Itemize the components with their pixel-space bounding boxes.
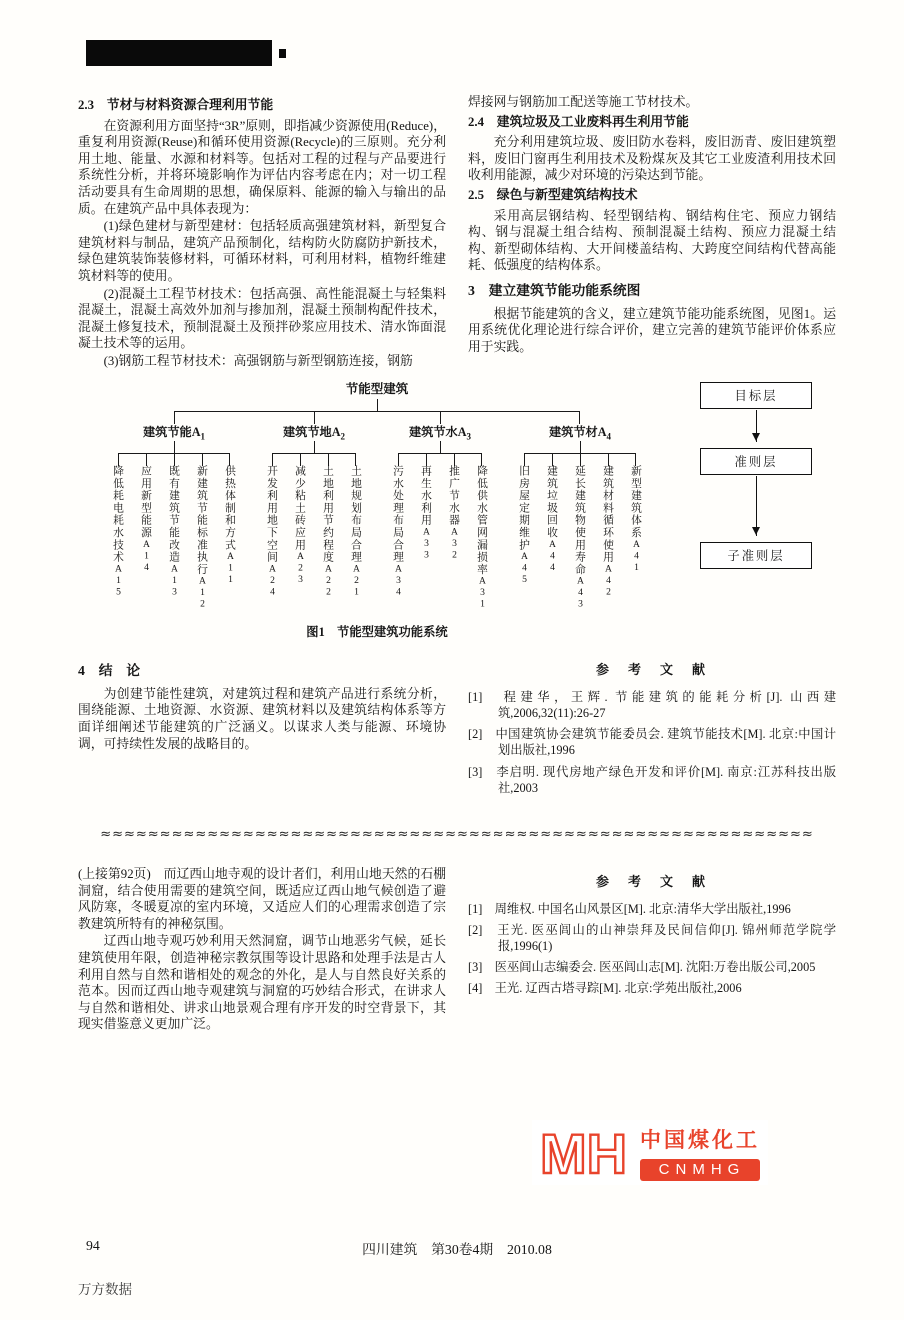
page-content (78, 94, 836, 1034)
section-4-heading: 4 结 论 (78, 663, 141, 679)
figure-caption: 图1 节能型建筑功能系统 (306, 625, 448, 640)
down-arrow-icon (756, 476, 757, 536)
function-system-tree (78, 379, 676, 641)
tree-leaf: 新建筑节能标准执行A12 (188, 453, 216, 610)
paragraph: 充分利用建筑垃圾、废旧防水卷料，废旧沥青、废旧建筑塑料，废旧门窗再生利用技术及粉煤灰及其它工业废渣利用技术回收利用能源，减少对环境的污染达到节能。 (468, 135, 836, 183)
watermark-logo (532, 1120, 768, 1185)
watermark-monogram-icon (540, 1125, 632, 1181)
tree-leaf: 土地规划布局合理A21 (342, 453, 370, 598)
tree-branch-water (377, 411, 503, 611)
layer-box-target: 目标层 (700, 382, 812, 409)
footer (78, 1238, 836, 1258)
tree-leaf: 既有建筑节能改造A13 (160, 453, 188, 598)
hierarchy-layers (676, 379, 836, 641)
tree-leaf: 开发利用地下空间A24 (258, 453, 286, 598)
paragraph: 辽西山地寺观巧妙利用天然洞窟，调节山地恶劣气候，延长建筑使用年限，创造神秘宗教氛围等设计思路和处理手法是古人利用自然与自然和谐相处的观念的外化，是人与自然良好关系的范本。因而辽西山地寺观建筑与洞窟的巧妙结合形式，在讲求人与自然和谐相处、讲求山地景观合理有序开发的时空背景下，其现实借鉴意义更加广泛。 (78, 934, 446, 1032)
tree-leaf: 推广节水器A32 (440, 453, 468, 561)
tree-leaf: 延长建筑物使用寿命A43 (566, 453, 594, 610)
tree-leaf: 污水处理布局合理A34 (384, 453, 412, 598)
layer-box-subcriteria: 子准则层 (700, 542, 812, 569)
right-column-2 (468, 654, 836, 801)
paragraph: 在资源利用方面坚持“3R”原则，即指减少资源使用(Reduce)，重复利用资源(Reuse)和循环使用资源(Recycle)的三原则。充分利用土地、能量、水源和材料等。包括对工程的过程与产品要进行系统性分析，并将环境影响作为评估内容考虑在内；对一切工程活动要具有生命周期的思想，确保原料、能源的输入与输出的品质。在建筑产品中具体表现为： (78, 118, 446, 216)
tree-leaf: 供热体制和方式A11 (216, 453, 244, 586)
tree-branch-material (503, 411, 657, 611)
reference-item: [3] 医巫闾山志编委会. 医巫闾山志[M]. 沈阳:万卷出版公司,2005 (468, 960, 816, 975)
layer-box-criteria: 准则层 (700, 448, 812, 475)
watermark-cn-text: 中国煤化工 (640, 1129, 760, 1152)
tree-branch-label: 建筑节地$A_2$ (282, 424, 346, 441)
paragraph: 采用高层钢结构、轻型钢结构、钢结构住宅、预应力钢结构、钢与混凝土组合结构、预制混凝土结构、预应力混凝土结构、新型砌体结构、大开间楼盖结构、大跨度空间结构代替高能耗、低强度的结构体系。 (468, 208, 836, 273)
branch-subscript: 2 (340, 430, 346, 441)
reference-item: [4] 王光. 辽西古塔寻踪[M]. 北京:学苑出版社,2006 (468, 981, 742, 996)
tree-leaf: 新型建筑体系A41 (622, 453, 650, 573)
paragraph: 根据节能建筑的含义，建立建筑节能功能系统图，见图1。运用系统优化理论进行综合评价，建立完善的建筑节能评价体系应用于实践。 (468, 306, 836, 354)
branch-subscript: 3 (466, 430, 472, 441)
tree-branch-land (251, 411, 377, 598)
tree-leaf: 应用新型能源A14 (132, 453, 160, 573)
svg-text:MH: MH (540, 1124, 628, 1181)
journal-line: 四川建筑 第30卷4期 2010.08 (362, 1242, 552, 1257)
references-title: 参 考 文 献 (595, 873, 708, 889)
text-block-3 (78, 866, 836, 1034)
section-2-5-heading: 2.5 绿色与新型建筑结构技术 (468, 187, 638, 202)
right-column-1 (468, 94, 836, 371)
paragraph: (2)混凝土工程节材技术：包括高强、高性能混凝土与轻集料混凝土，混凝土高效外加剂与掺加剂，混凝土预制构配件技术，混凝土修复技术，预制混凝土及预拌砂浆应用技术、清水饰面混凝土技术等的运用。 (78, 286, 446, 351)
tree-leaf: 降低供水管网漏损率A31 (468, 453, 496, 610)
tree-leaf: 减少粘土砖应用A23 (286, 453, 314, 586)
paragraph: 为创建节能性建筑，对建筑过程和建筑产品进行系统分析，围绕能源、土地资源、水资源、建筑材料以及建筑结构体系等方面详细阐述节能建筑的广泛涵义。以谋求人类与能源、环境协调，可持续性发展的战略目的。 (78, 686, 446, 751)
right-column-3 (468, 866, 836, 1034)
left-column-1 (78, 94, 446, 371)
tree-branch-label: 建筑节材$A_4$ (548, 424, 612, 441)
tree-root-label: 节能型建筑 (345, 381, 409, 396)
tree-leaf: 旧房屋定期维护A45 (510, 453, 538, 586)
watermark-en-text: CNMHG (640, 1159, 760, 1181)
tree-leaf: 降低耗电耗水技术A15 (104, 453, 132, 598)
references-title: 参 考 文 献 (595, 662, 708, 678)
tree-branch-label: 建筑节能$A_1$ (142, 424, 206, 441)
reference-item: [2] 王光. 医巫闾山的山神崇拜及民间信仰[J]. 锦州师范学院学报,1996(1) (468, 922, 836, 953)
paragraph-continued-from-p92: (上接第92页) 而辽西山地寺观的设计者们，利用山地天然的石棚洞窟，结合使用需要的建筑空间，既适应辽西山地气候创造了避风防寒，冬暖夏凉的室内环境，又适应人们的心理需求创造了宗教建筑所特有的神秘氛围。 (78, 866, 446, 931)
reference-item: [3] 李启明. 现代房地产绿色开发和评价[M]. 南京:江苏科技出版社,2003 (468, 764, 836, 795)
reference-item: [1] 周维权. 中国名山风景区[M]. 北京:清华大学出版社,1996 (468, 901, 791, 916)
tree-leaf: 土地利用节约程度A22 (314, 453, 342, 598)
paragraph-continuation: 焊接网与钢筋加工配送等施工节材技术。 (468, 95, 699, 109)
section-3-heading: 3 建立建筑节能功能系统图 (468, 282, 641, 298)
reference-item: [2] 中国建筑协会建筑节能委员会. 建筑节能技术[M]. 北京:中国计划出版社,1996 (468, 727, 836, 758)
section-2-3-heading: 2.3 节材与材料资源合理利用节能 (78, 98, 274, 112)
masthead-redacted-bar (86, 40, 272, 66)
reference-item: [1] 程建华，王辉. 节能建筑的能耗分析[J]. 山西建筑,2006,32(11):26-27 (468, 689, 836, 720)
paragraph: (1)绿色建材与新型建材：包括轻质高强建筑材料，新型复合建筑材料与制品，建筑产品预制化，结构防火防腐防护新技术，绿色建筑装饰装修材料，可循环材料，可利用材料，植物纤维建筑材料等的使用。 (78, 219, 446, 283)
branch-subscript: 1 (200, 430, 206, 441)
branch-subscript: 4 (606, 430, 612, 441)
watermark-text (640, 1124, 760, 1181)
tree-leaf: 再生水利用A33 (412, 453, 440, 561)
page-number: 94 (86, 1238, 100, 1253)
figure-1 (78, 379, 836, 641)
wanfang-mark: 万方数据 (78, 1282, 132, 1297)
tree-leaf: 建筑材料循环使用A42 (594, 453, 622, 598)
down-arrow-icon (756, 410, 757, 442)
left-column-2 (78, 654, 446, 801)
tree-branches (97, 399, 657, 611)
tree-root (97, 379, 657, 611)
tree-leaf: 建筑垃圾回收A44 (538, 453, 566, 573)
section-2-4-heading: 2.4 建筑垃圾及工业废料再生利用节能 (468, 114, 689, 129)
text-block-2 (78, 654, 836, 801)
tree-branch-label: 建筑节水$A_3$ (408, 424, 472, 441)
paragraph: (3)钢筋工程节材技术：高强钢筋与新型钢筋连接，钢筋 (103, 353, 413, 368)
section-divider: ≈≈≈≈≈≈≈≈≈≈≈≈≈≈≈≈≈≈≈≈≈≈≈≈≈≈≈≈≈≈≈≈≈≈≈≈≈≈≈≈≈≈≈≈≈≈≈≈≈≈≈≈≈≈≈≈≈≈≈≈ (100, 826, 814, 842)
text-block-1 (78, 94, 836, 371)
left-column-3 (78, 866, 446, 1034)
tree-branch-energy (97, 411, 251, 611)
